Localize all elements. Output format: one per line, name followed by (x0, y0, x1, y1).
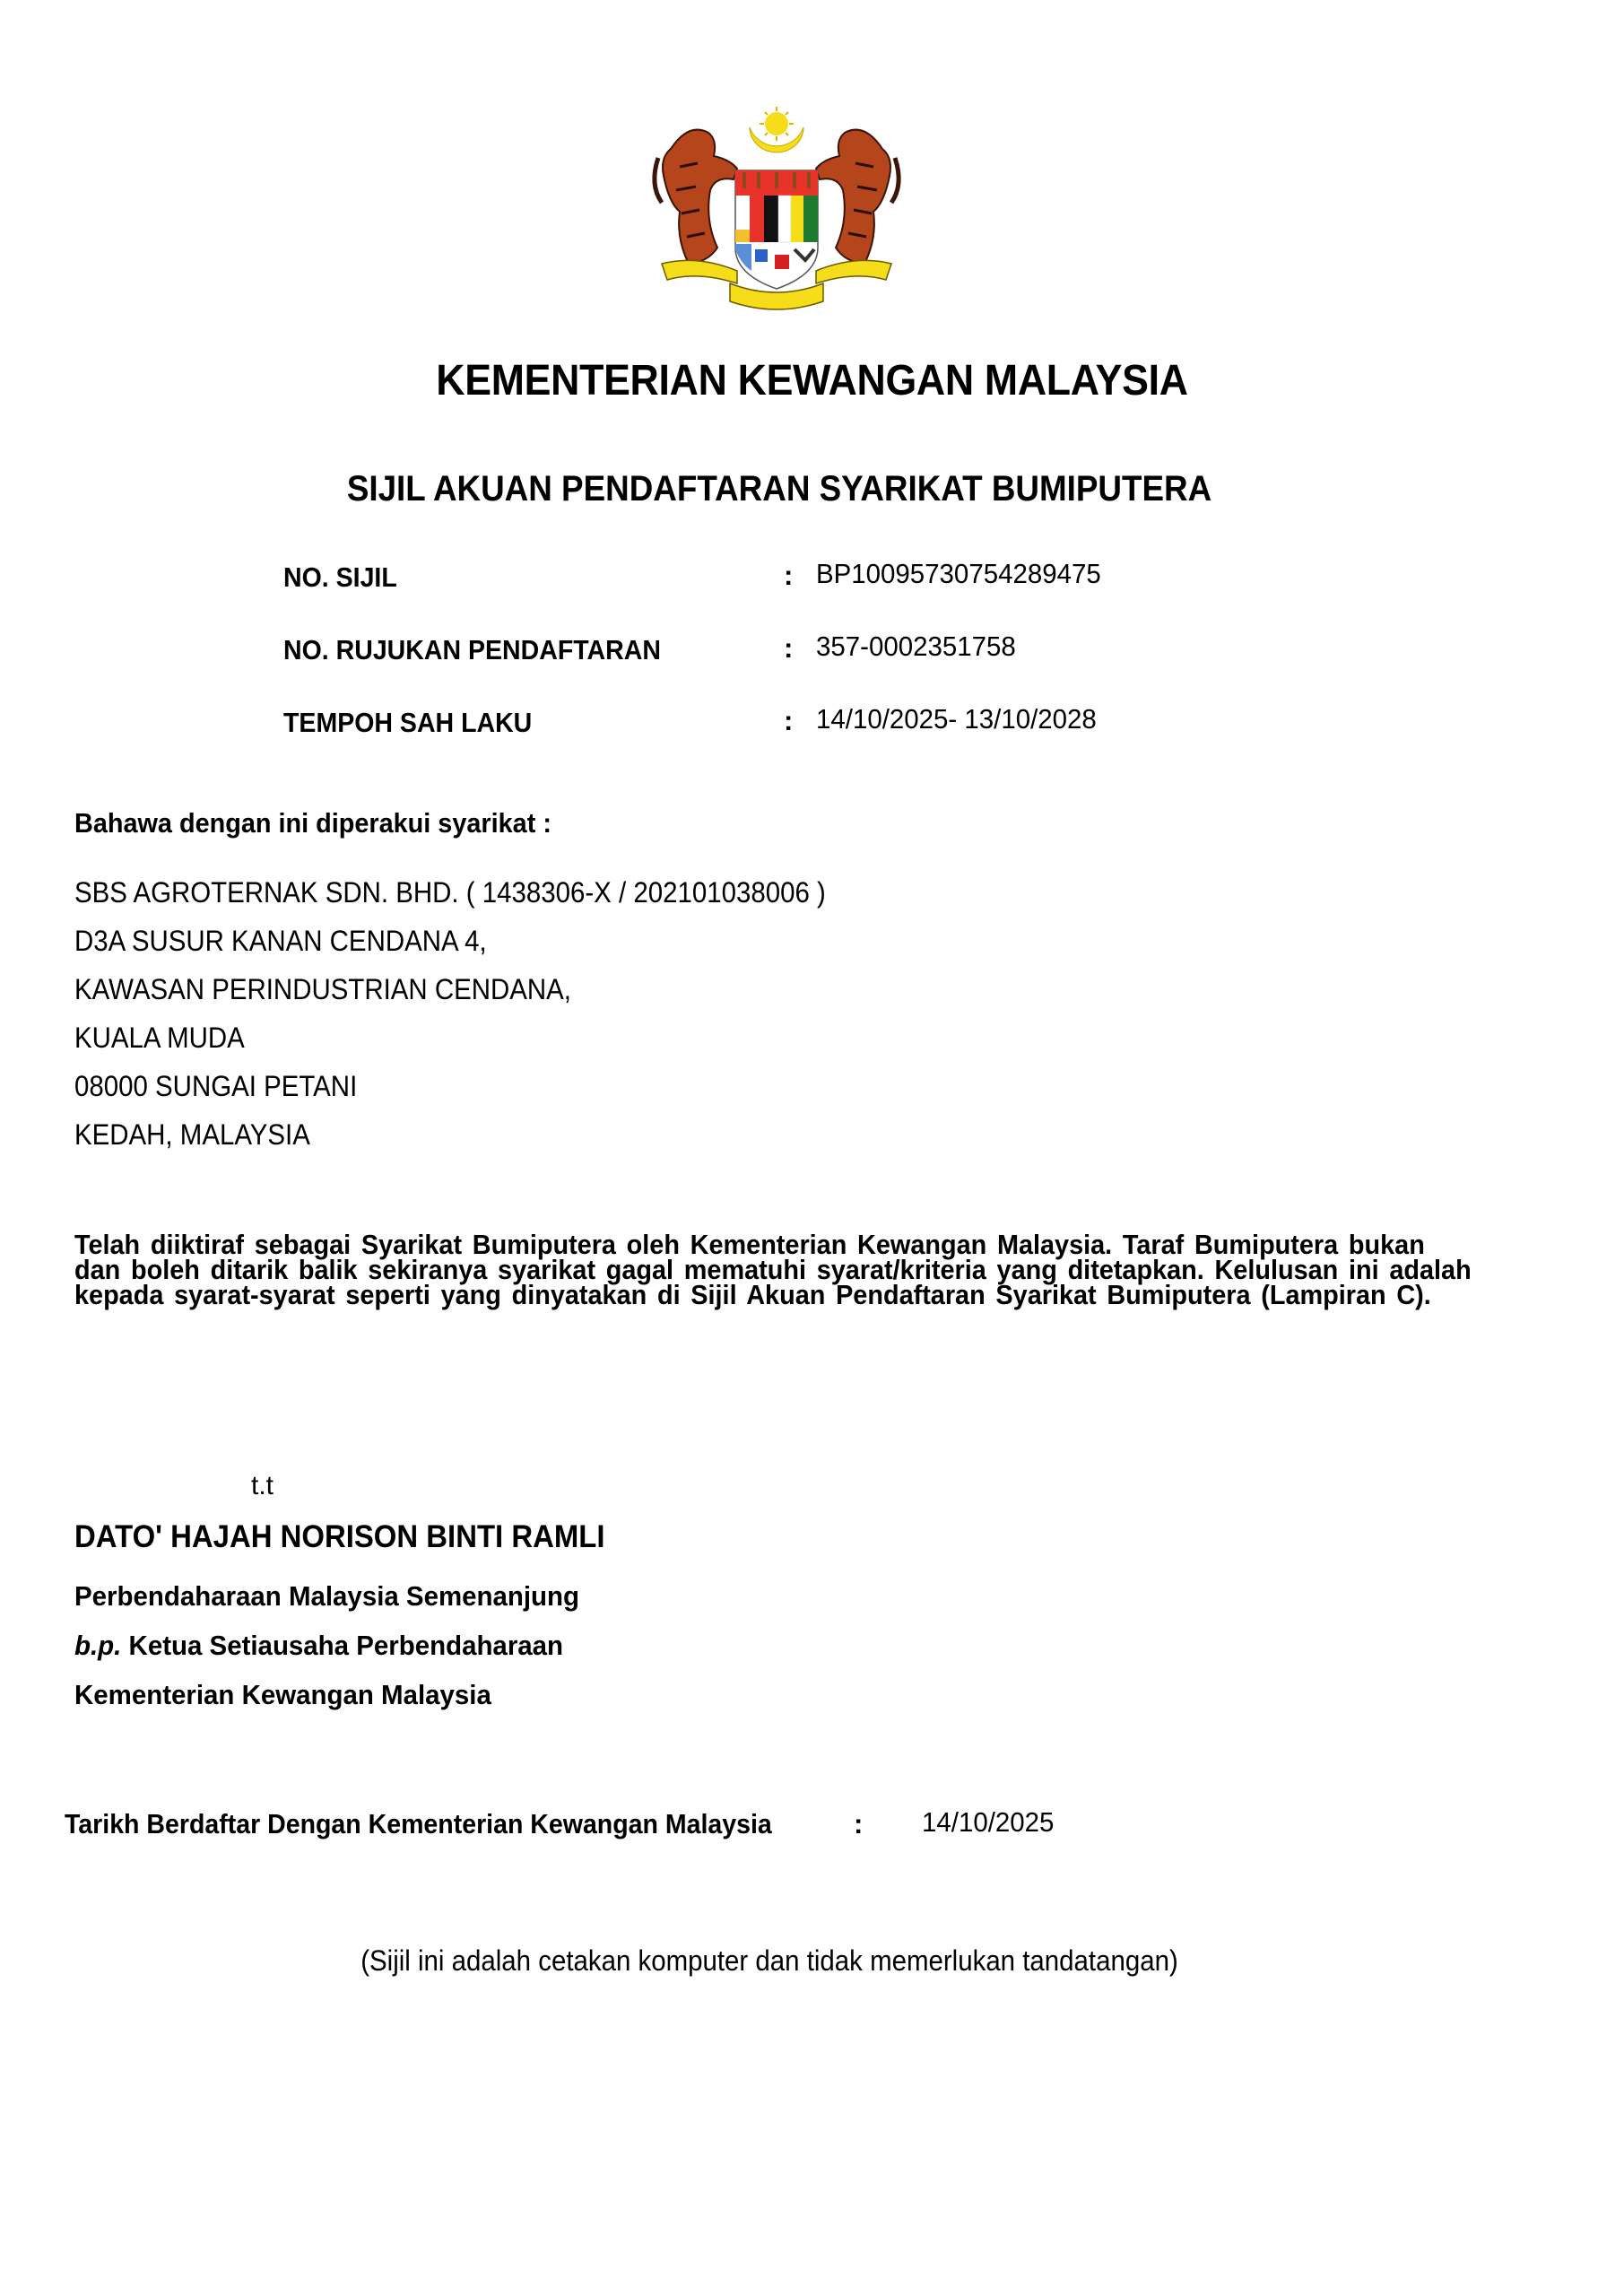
signatory-name: DATO' HAJAH NORISON BINTI RAMLI (74, 1519, 605, 1554)
registration-reference-value: 357-0002351758 (816, 631, 1016, 662)
signatory-office: Perbendaharaan Malaysia Semenanjung (74, 1580, 580, 1612)
certificate-title: SIJIL AKUAN PENDAFTARAN SYARIKAT BUMIPUTERA (346, 469, 1212, 509)
malaysia-coat-of-arms-icon (644, 104, 909, 316)
on-behalf-of: Ketua Setiausaha Perbendaharaan (128, 1630, 564, 1661)
statement-line: Telah diiktiraf sebagai Syarikat Bumiputera oleh Kementerian Kewangan Malaysia. Taraf Bumiputera bukan (74, 1232, 1425, 1260)
certificate-number-value: BP10095730754289475 (816, 558, 1101, 589)
certificate-number-label: NO. SIJIL (283, 561, 397, 593)
registration-reference-label: NO. RUJUKAN PENDAFTARAN (283, 634, 661, 665)
validity-period-label: TEMPOH SAH LAKU (283, 707, 533, 738)
recognition-statement (74, 1232, 1541, 1331)
address-line: KAWASAN PERINDUSTRIAN CENDANA, (74, 973, 571, 1005)
signed-mark: t.t (251, 1471, 274, 1500)
signatory-ministry: Kementerian Kewangan Malaysia (74, 1679, 491, 1710)
registration-date-label: Tarikh Berdaftar Dengan Kementerian Kewangan Malaysia (65, 1808, 772, 1839)
ministry-heading: KEMENTERIAN KEWANGAN MALAYSIA (436, 357, 1188, 404)
separator: : (784, 560, 794, 591)
separator: : (854, 1808, 864, 1839)
address-line: 08000 SUNGAI PETANI (74, 1070, 358, 1102)
statement-line: dan boleh ditarik balik sekiranya syarikat gagal mematuhi syarat/kriteria yang ditetapkan. Kelulusan ini adalah (74, 1254, 1472, 1285)
separator: : (784, 632, 794, 664)
bp-prefix: b.p. (74, 1630, 122, 1661)
computer-generated-note: (Sijil ini adalah cetakan komputer dan tidak memerlukan tandatangan) (360, 1944, 1178, 1977)
address-line: D3A SUSUR KANAN CENDANA 4, (74, 925, 487, 957)
signatory-on-behalf (74, 1630, 563, 1662)
statement-line: kepada syarat-syarat seperti yang dinyatakan di Sijil Akuan Pendaftaran Syarikat Bumiputera (Lampiran C). (74, 1279, 1431, 1310)
company-name-line: SBS AGROTERNAK SDN. BHD. ( 1438306-X / 202101038006 ) (74, 876, 826, 909)
address-line: KEDAH, MALAYSIA (74, 1118, 310, 1151)
registration-date-value: 14/10/2025 (922, 1806, 1055, 1838)
address-line: KUALA MUDA (74, 1022, 245, 1054)
validity-period-value: 14/10/2025- 13/10/2028 (816, 703, 1097, 735)
certification-intro: Bahawa dengan ini diperakui syarikat : (74, 807, 551, 839)
separator: : (784, 705, 794, 736)
